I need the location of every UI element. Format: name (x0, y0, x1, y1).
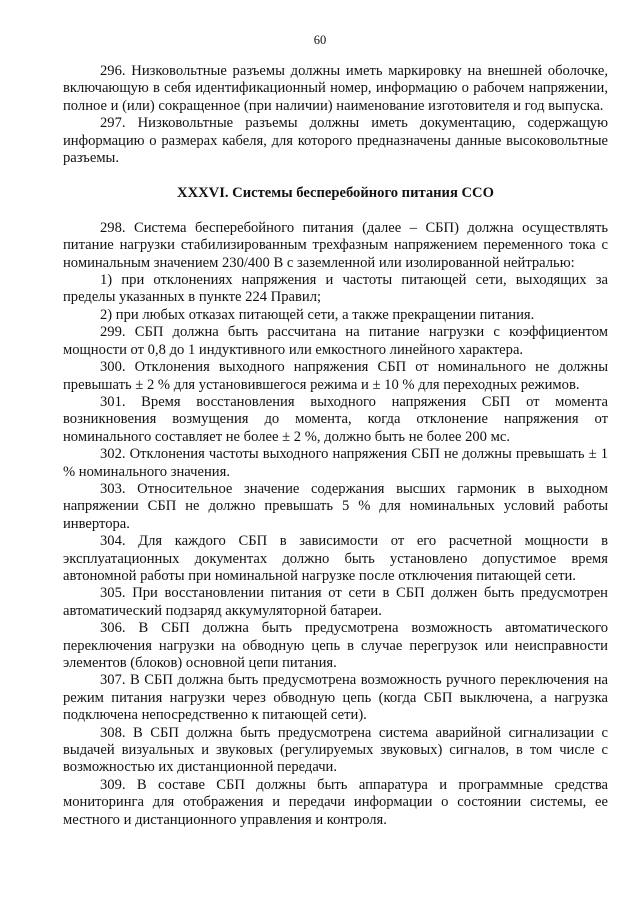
paragraph-297: 297. Низковольтные разъемы должны иметь документацию, содержащую информацию о размерах кабеля, для которого предназначены данные высоковольтные разъемы. (63, 115, 608, 167)
page-number: 60 (313, 33, 327, 47)
paragraph-296: 296. Низковольтные разъемы должны иметь маркировку на внешней оболочке, включающую в себя идентификационный номер, информацию о рабочем напряжении, полное и (или) сокращенное (при наличии) наименование изготовителя и год выпуска. (63, 63, 608, 114)
paragraph-303: 303. Относительное значение содержания высших гармоник в выходном напряжении СБП не должно превышать 5 % для номинальных условий работы инвертора. (63, 480, 608, 532)
list-item-1: 1) при отклонениях напряжения и частоты питающей сети, выходящих за пределы указанных в пункте 224 Правил; (63, 272, 608, 306)
paragraph-309: 309. В составе СБП должны быть аппаратура и программные средства мониторинга для отображения и передачи информации о состоянии системы, ее местного и дистанционного управления и контроля. (63, 776, 608, 828)
paragraph-304: 304. Для каждого СБП в зависимости от его расчетной мощности в эксплуатационных документах должно быть установлено допустимое время автономной работы при номинальной нагрузке после отключения питающей сети. (63, 533, 608, 584)
section-title: XXXVI. Системы бесперебойного питания ССО (177, 185, 494, 202)
paragraph-298: 298. Система бесперебойного питания (далее – СБП) должна осуществлять питание нагрузки стабилизированным трехфазным напряжением переменного тока с номинальным значением 230/400 В с заземленной или изолированной нейтралью: (63, 219, 608, 271)
paragraph-299: 299. СБП должна быть рассчитана на питание нагрузки с коэффициентом мощности от 0,8 до 1 индуктивного или емкостного линейного характера. (63, 324, 608, 358)
paragraph-305: 305. При восстановлении питания от сети в СБП должен быть предусмотрен автоматический подзаряд аккумуляторной батареи. (63, 585, 608, 619)
paragraph-302: 302. Отклонения частоты выходного напряжения СБП не должны превышать ± 1 % номинального значения. (63, 446, 608, 480)
document-body (63, 63, 608, 829)
paragraph-306: 306. В СБП должна быть предусмотрена возможность автоматического переключения нагрузки на обводную цепь в случае перегрузок или неисправности элементов (блоков) основной цепи питания. (63, 620, 608, 671)
paragraph-301: 301. Время восстановления выходного напряжения СБП от момента возникновения возмущения до момента, когда отклонение напряжения от номинального составляет не более ± 2 %, должно быть не более 200 мс. (63, 393, 608, 445)
paragraph-300: 300. Отклонения выходного напряжения СБП от номинального не должны превышать ± 2 % для установившегося режима и ± 10 % для переходных режимов. (63, 359, 608, 393)
list-item-2: 2) при любых отказах питающей сети, а также прекращении питания. (100, 306, 535, 323)
paragraph-308: 308. В СБП должна быть предусмотрена система аварийной сигнализации с выдачей визуальных и звуковых (регулируемых звуковых) сигналов, в том числе с возможностью их дистанционной передачи. (63, 724, 608, 776)
paragraph-307: 307. В СБП должна быть предусмотрена возможность ручного переключения на режим питания нагрузки через обводную цепь (когда СБП выключена, а нагрузка подключена непосредственно к питающей сети). (63, 672, 608, 724)
